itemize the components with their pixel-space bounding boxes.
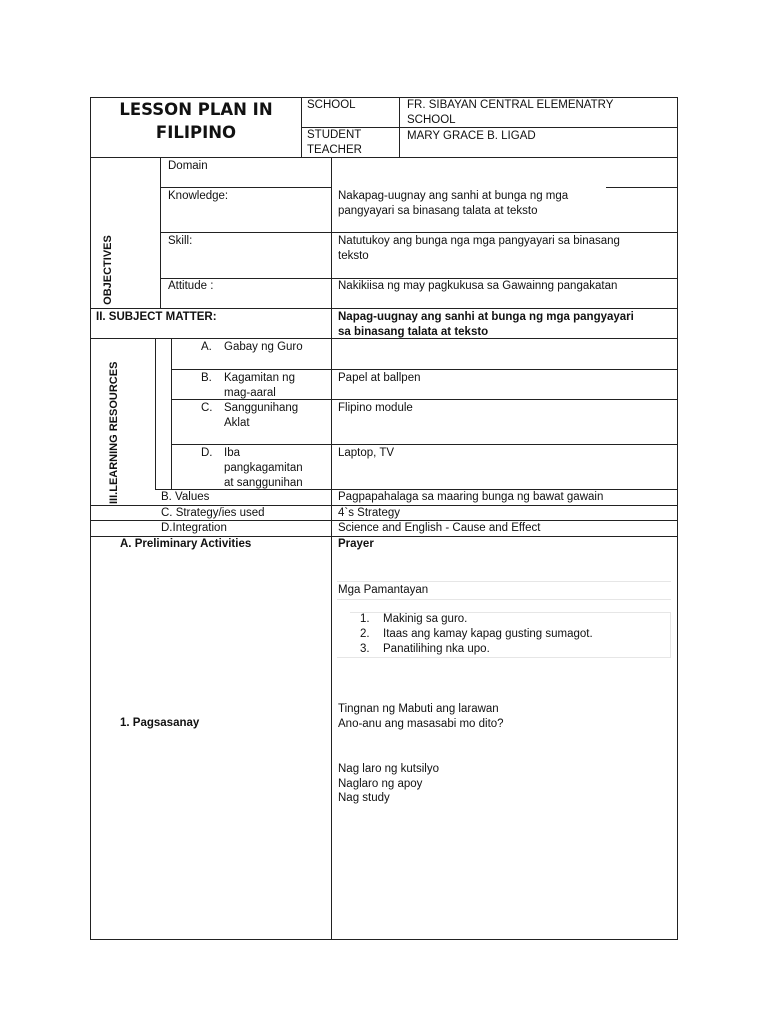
rule-item-1: Makinig sa guro.: [383, 613, 468, 625]
knowledge-label: Knowledge:: [168, 190, 229, 202]
resource-label-d: Iba: [224, 447, 240, 459]
teacher-label: STUDENT: [307, 129, 362, 141]
resource-marker-a: A.: [201, 341, 212, 353]
skill-value: Natutukoy ang bunga nga mga pangyayari sa binasang: [338, 235, 620, 247]
resource-value-d: Laptop, TV: [338, 447, 395, 459]
prayer-label: Prayer: [338, 538, 374, 550]
resource-label-b: Kagamitan ng: [224, 372, 295, 384]
drill-instruction: Tingnan ng Mabuti ang larawan: [338, 703, 499, 715]
resource-label-d-cont: pangkagamitan: [224, 462, 303, 474]
resource-marker-d: D.: [201, 447, 213, 459]
rule-item-2: Itaas ang kamay kapag gusting sumagot.: [383, 628, 593, 640]
skill-value-cont: teksto: [338, 250, 369, 262]
subject-matter-value: Napag-uugnay ang sanhi at bunga ng mga pangyayari: [338, 311, 634, 323]
learning-resources-section-label: III.LEARNING RESOURCES: [108, 361, 120, 504]
knowledge-value-cont: pangyayari sa binasang talata at teksto: [338, 205, 538, 217]
answer-item-1: Nag laro ng kutsilyo: [338, 763, 439, 775]
teacher-label-cont: TEACHER: [307, 144, 362, 156]
strategy-value: 4`s Strategy: [338, 507, 400, 519]
subject-matter-value-cont: sa binasang talata at teksto: [338, 326, 489, 338]
domain-label: Domain: [168, 160, 208, 172]
drill-question: Ano-anu ang masasabi mo dito?: [338, 718, 504, 730]
resource-label-b-cont: mag-aaral: [224, 387, 276, 399]
rule-number-2: 2.: [360, 628, 370, 640]
values-value: Pagpapahalaga sa maaring bunga ng bawat gawain: [338, 491, 604, 503]
school-value: FR. SIBAYAN CENTRAL ELEMENATRY: [407, 99, 614, 111]
integration-value: Science and English - Cause and Effect: [338, 522, 541, 534]
attitude-label: Attitude :: [168, 280, 214, 292]
rule-number-3: 3.: [360, 643, 370, 655]
school-label: SCHOOL: [307, 99, 356, 111]
rules-title: Mga Pamantayan: [338, 584, 429, 596]
preliminary-activities-label: A. Preliminary Activities: [120, 538, 252, 550]
attitude-value: Nakikiisa ng may pagkukusa sa Gawainng pangakatan: [338, 280, 618, 292]
school-value-cont: SCHOOL: [407, 114, 456, 126]
teacher-value: MARY GRACE B. LIGAD: [407, 130, 536, 142]
rule-number-1: 1.: [360, 613, 370, 625]
resource-marker-c: C.: [201, 402, 213, 414]
knowledge-value: Nakapag-uugnay ang sanhi at bunga ng mga: [338, 190, 569, 202]
subject-matter-label: II. SUBJECT MATTER:: [96, 311, 217, 323]
answer-item-3: Nag study: [338, 792, 390, 804]
resource-label-a: Gabay ng Guro: [224, 341, 303, 353]
resource-label-c: Sanggunihang: [224, 402, 299, 414]
skill-label: Skill:: [168, 235, 193, 247]
resource-label-c-cont: Aklat: [224, 417, 250, 429]
resource-value-b: Papel at ballpen: [338, 372, 421, 384]
page-title: LESSON PLAN IN FILIPINO: [119, 100, 273, 142]
drill-label: 1. Pagsasanay: [120, 717, 200, 729]
rule-item-3: Panatilihing nka upo.: [383, 643, 490, 655]
resource-label-d-cont2: at sanggunihan: [224, 477, 303, 489]
values-label: B. Values: [161, 491, 210, 503]
resource-value-c: Flipino module: [338, 402, 413, 414]
resource-marker-b: B.: [201, 372, 212, 384]
answer-item-2: Naglaro ng apoy: [338, 778, 423, 790]
objectives-section-label: OBJECTIVES: [102, 235, 114, 305]
strategy-label: C. Strategy/ies used: [161, 507, 265, 519]
integration-label: D.Integration: [161, 522, 227, 534]
